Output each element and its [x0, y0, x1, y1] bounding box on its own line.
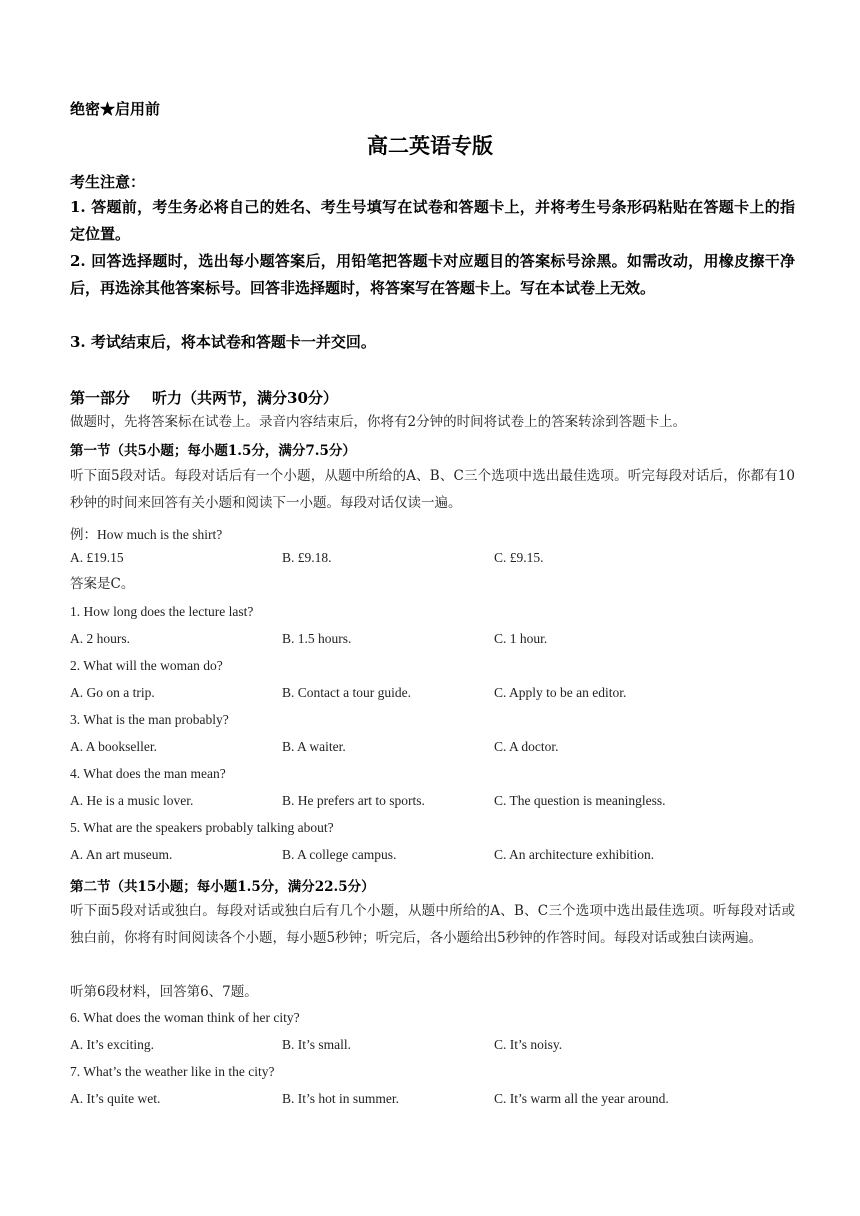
q5-option-b: B. A college campus. [282, 847, 397, 862]
q3-option-a: A. A bookseller. [70, 739, 157, 754]
q3-option-b: B. A waiter. [282, 739, 346, 754]
section1-instruction: 听下面5段对话。每段对话后有一个小题，从题中所给的A、B、C三个选项中选出最佳选项。听完每段对话后，你都有10秒钟的时间来回答有关小题和阅读下一小题。每段对话仅读一遍。 [70, 468, 795, 511]
section2-heading: 第二节（共15小题；每小题1.5分，满分22.5分） [70, 879, 375, 895]
q4-option-b: B. He prefers art to sports. [282, 793, 425, 808]
section1-heading: 第一节（共5小题；每小题1.5分，满分7.5分） [70, 443, 356, 459]
q2-option-b: B. Contact a tour guide. [282, 685, 411, 700]
notes-heading: 考生注意： [70, 173, 146, 191]
question-3: 3. What is the man probably? [70, 712, 229, 727]
question-4: 4. What does the man mean? [70, 766, 226, 781]
q5-option-a: A. An art museum. [70, 847, 173, 862]
q6-option-a: A. It’s exciting. [70, 1037, 154, 1052]
example-answer: 答案是C。 [70, 576, 135, 592]
question-1: 1. How long does the lecture last? [70, 604, 254, 619]
part1-instruction: 做题时，先将答案标在试卷上。录音内容结束后，你将有2分钟的时间将试卷上的答案转涂到答题卡上。 [70, 414, 687, 430]
section2-material: 听第6段材料，回答第6、7题。 [70, 984, 258, 1000]
question-7: 7. What’s the weather like in the city? [70, 1064, 275, 1079]
part1-heading [70, 387, 338, 408]
q4-option-c: C. The question is meaningless. [494, 793, 666, 808]
note-item-2: 2. 回答选择题时，选出每小题答案后，用铅笔把答题卡对应题目的答案标号涂黑。如需改动，用橡皮擦干净后，再选涂其他答案标号。回答非选择题时，将答案写在答题卡上。写在本试卷上无效。 [70, 252, 795, 297]
q6-option-c: C. It’s noisy. [494, 1037, 563, 1052]
q2-option-c: C. Apply to be an editor. [494, 685, 627, 700]
q7-option-c: C. It’s warm all the year around. [494, 1091, 669, 1106]
exam-title: 高二英语专版 [367, 133, 493, 158]
section2-instruction: 听下面5段对话或独白。每段对话或独白后有几个小题，从题中所给的A、B、C三个选项中选出最佳选项。听每段对话或独白前，你将有时间阅读各个小题，每小题5秒钟；听完后，各小题给出5秒钟的作答时间。每段对话或独白读两遍。 [70, 903, 795, 946]
question-6: 6. What does the woman think of her city? [70, 1010, 300, 1025]
q3-option-c: C. A doctor. [494, 739, 559, 754]
q7-option-a: A. It’s quite wet. [70, 1091, 161, 1106]
q1-option-b: B. 1.5 hours. [282, 631, 352, 646]
q6-option-b: B. It’s small. [282, 1037, 352, 1052]
note-item-1: 1. 答题前，考生务必将自己的姓名、考生号填写在试卷和答题卡上，并将考生号条形码粘贴在答题卡上的指定位置。 [70, 198, 795, 243]
question-5: 5. What are the speakers probably talking about? [70, 820, 334, 835]
example-option-b: B. £9.18. [282, 550, 332, 565]
confidential-mark: 绝密★启用前 [70, 100, 161, 118]
q1-option-a: A. 2 hours. [70, 631, 130, 646]
q2-option-a: A. Go on a trip. [70, 685, 155, 700]
example-option-a: A. £19.15 [70, 550, 124, 565]
note-item-3: 3. 考试结束后，将本试卷和答题卡一并交回。 [70, 333, 376, 351]
q1-option-c: C. 1 hour. [494, 631, 548, 646]
example-option-c: C. £9.15. [494, 550, 544, 565]
part1-title: 第一部分 [70, 389, 131, 407]
question-2: 2. What will the woman do? [70, 658, 223, 673]
q7-option-b: B. It’s hot in summer. [282, 1091, 400, 1106]
part1-title-rest: 听力（共两节，满分30分） [152, 389, 338, 407]
example-question: 例：How much is the shirt? [70, 527, 223, 542]
q4-option-a: A. He is a music lover. [70, 793, 194, 808]
q5-option-c: C. An architecture exhibition. [494, 847, 655, 862]
